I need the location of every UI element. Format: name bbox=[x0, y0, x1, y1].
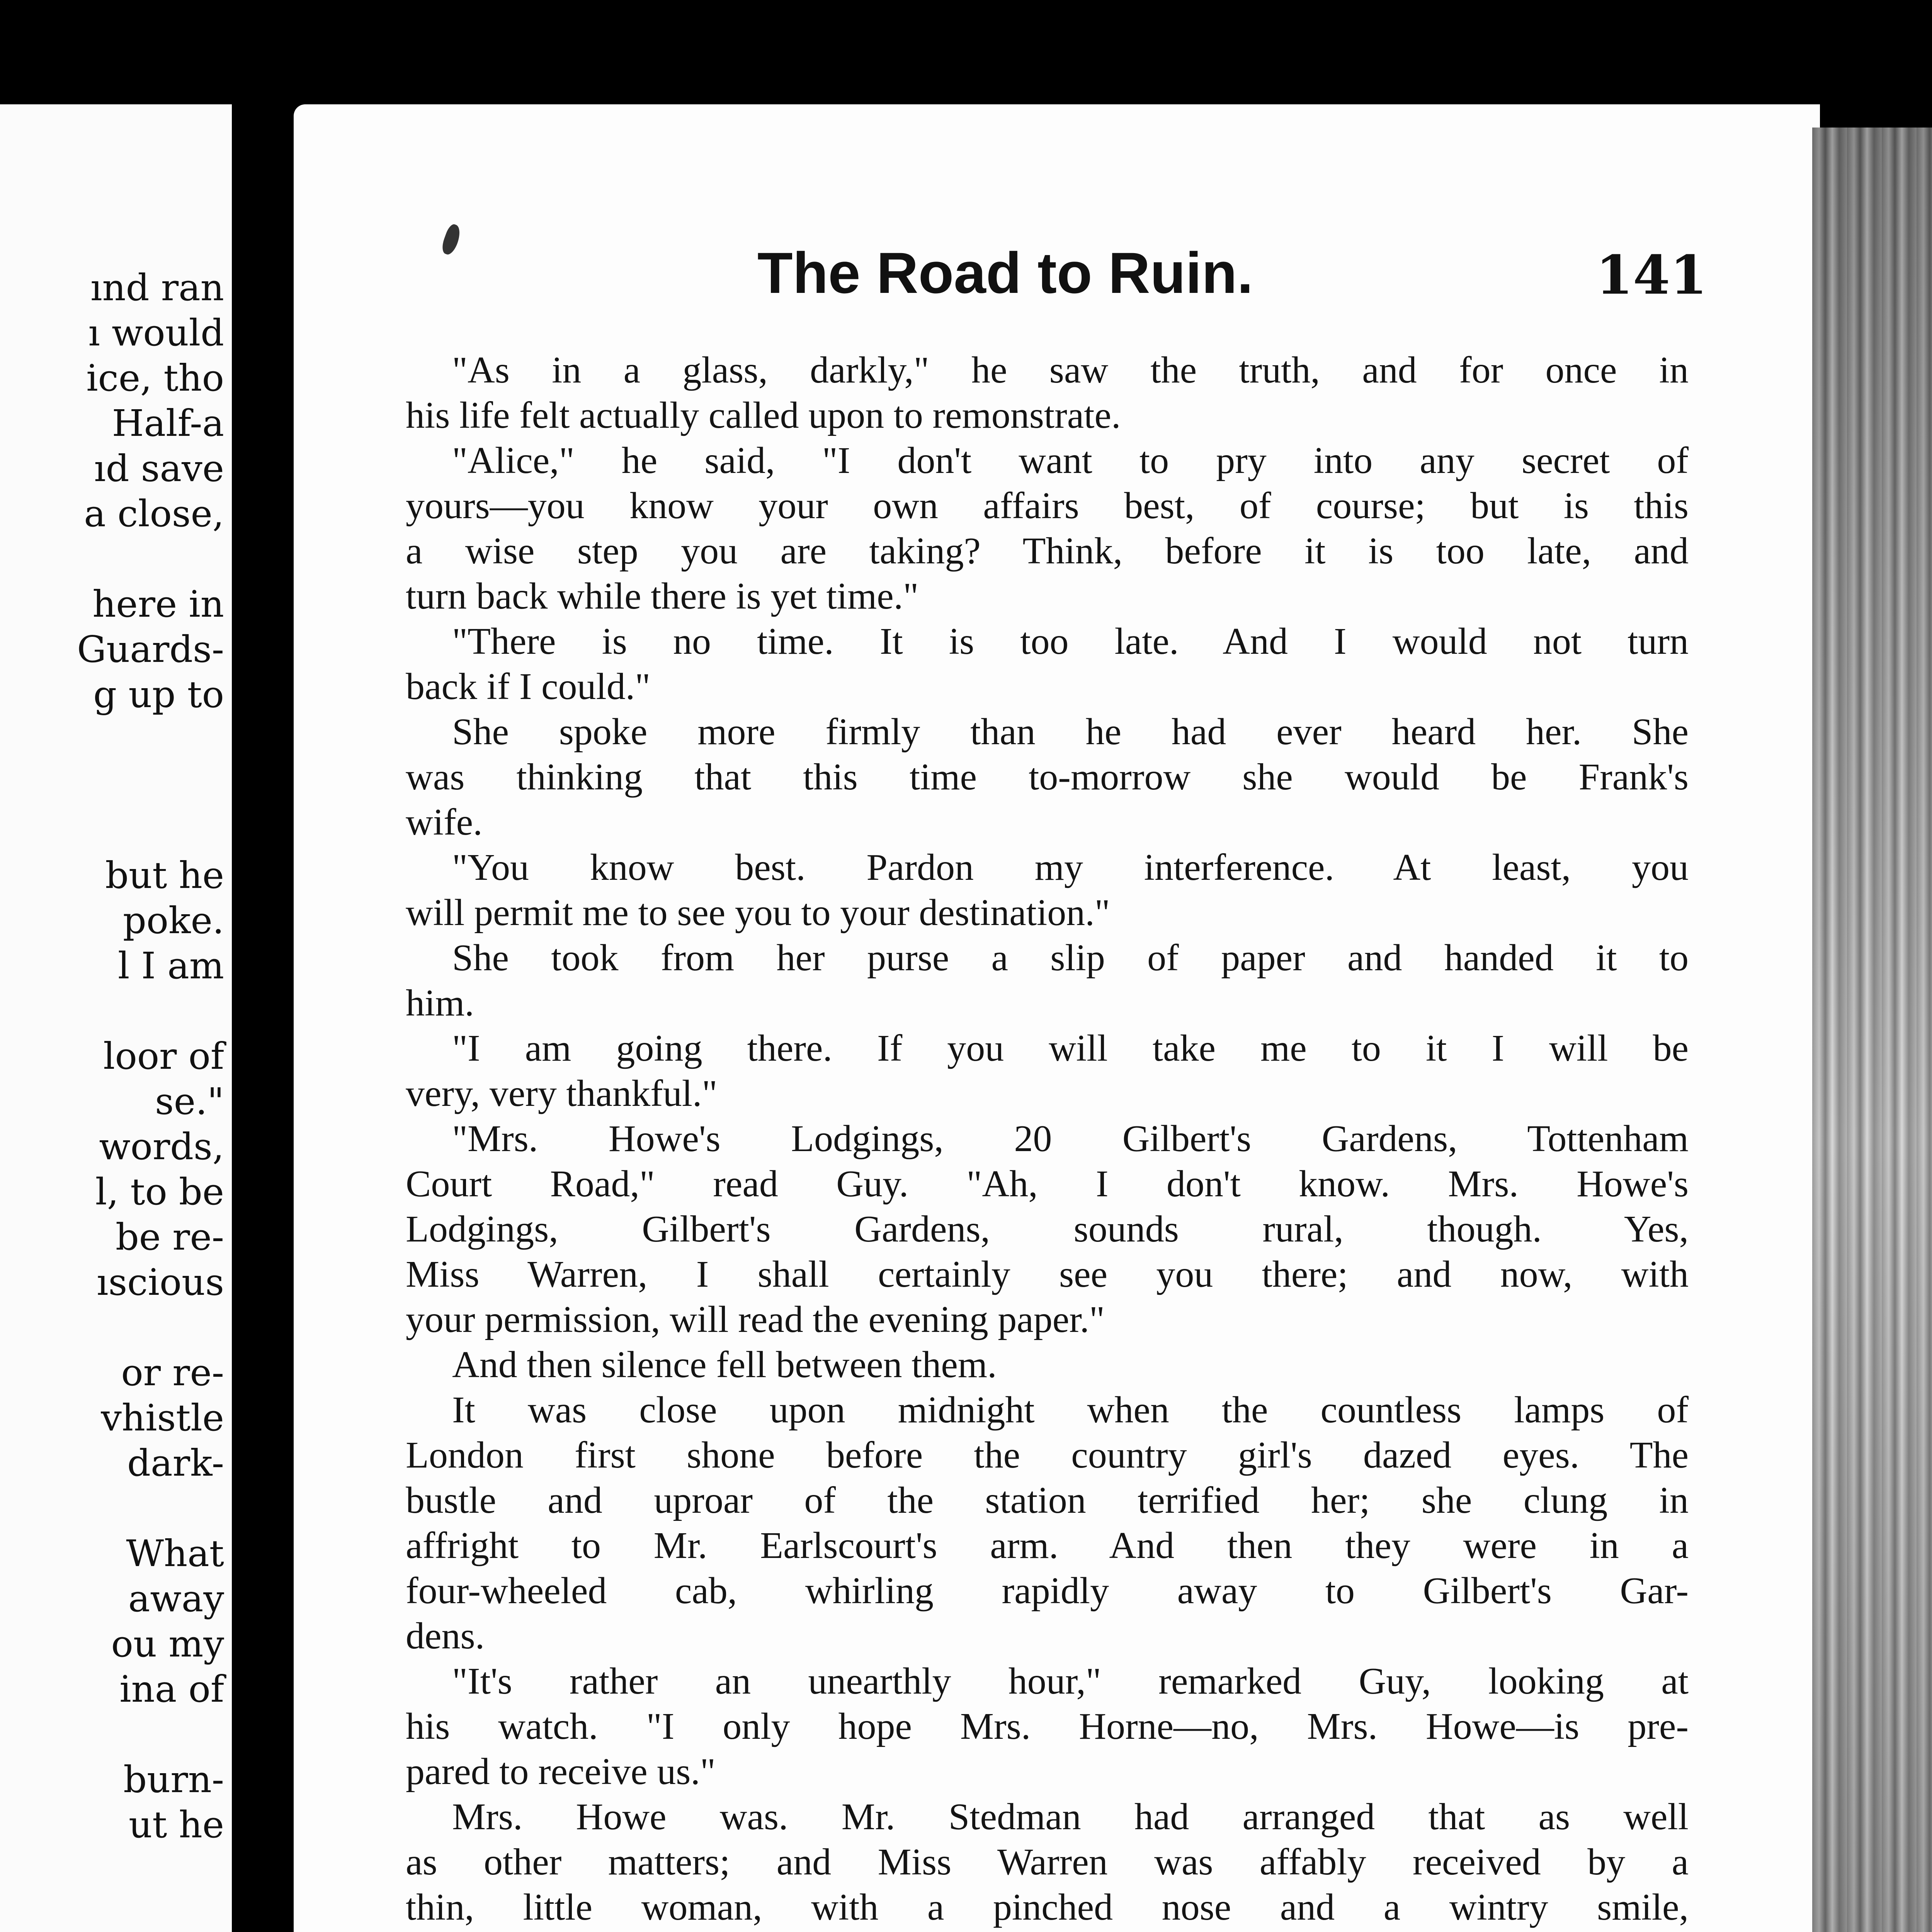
left-page-text-fragment: ıd save bbox=[94, 447, 224, 490]
left-page-text-fragment: but he bbox=[105, 854, 224, 897]
text-line: Miss Warren, I shall certainly see you there; and now, with bbox=[406, 1253, 1689, 1295]
text-line: very, very thankful." bbox=[406, 1073, 718, 1114]
text-line: "It's rather an unearthly hour," remarked Guy, looking at bbox=[452, 1660, 1689, 1702]
left-page-text-fragment: Half-a bbox=[112, 402, 224, 445]
text-line: "As in a glass, darkly," he saw the truth, and for once in bbox=[452, 349, 1689, 391]
left-page-text-fragment: a close, bbox=[84, 493, 224, 535]
left-page-text-fragment: or re- bbox=[121, 1352, 224, 1394]
left-page-text-fragment: ınd ran bbox=[90, 267, 224, 309]
left-page-text-fragment: away bbox=[128, 1578, 224, 1620]
left-page-text-fragment: poke. bbox=[123, 900, 224, 942]
left-page-text-fragment: What bbox=[126, 1532, 224, 1575]
body-text bbox=[406, 348, 1689, 1932]
left-page-fragment bbox=[0, 104, 232, 1932]
running-title: The Road to Ruin. bbox=[757, 240, 1253, 305]
text-line: thin, little woman, with a pinched nose and a wintry smile, bbox=[406, 1886, 1689, 1928]
left-page-text-fragment: vhistle bbox=[101, 1397, 224, 1439]
left-page-text-fragment: se." bbox=[155, 1080, 224, 1123]
text-line: And then silence fell between them. bbox=[452, 1344, 997, 1386]
left-page-text-fragment: here in bbox=[92, 583, 224, 626]
left-page-text-fragment: loor of bbox=[103, 1035, 224, 1078]
left-page-text-fragment: dark- bbox=[127, 1442, 224, 1485]
left-page-text-fragment: ıscious bbox=[97, 1261, 224, 1304]
left-page-text-fragment: l, to be bbox=[95, 1171, 224, 1213]
text-line: It was close upon midnight when the countless lamps of bbox=[452, 1389, 1689, 1431]
text-line: Court Road," read Guy. "Ah, I don't know. Mrs. Howe's bbox=[406, 1163, 1689, 1205]
text-line: as other matters; and Miss Warren was affably received by a bbox=[406, 1841, 1689, 1883]
text-line: She took from her purse a slip of paper and handed it to bbox=[452, 937, 1689, 979]
text-line: Mrs. Howe was. Mr. Stedman had arranged that as well bbox=[452, 1796, 1689, 1838]
text-line: him. bbox=[406, 982, 474, 1024]
text-line: a wise step you are taking? Think, before it is too late, and bbox=[406, 530, 1689, 572]
text-line: yours—you know your own affairs best, of course; but is this bbox=[406, 485, 1689, 527]
text-line: will permit me to see you to your destination." bbox=[406, 892, 1110, 934]
text-line: wife. bbox=[406, 801, 483, 843]
text-line: "Alice," he said, "I don't want to pry into any secret of bbox=[452, 440, 1689, 481]
text-line: was thinking that this time to-morrow she would be Frank's bbox=[406, 756, 1689, 798]
page-number: 141 bbox=[1596, 243, 1708, 306]
left-page-text-fragment: burn- bbox=[123, 1759, 224, 1801]
text-line: dens. bbox=[406, 1615, 485, 1657]
text-line: pared to receive us." bbox=[406, 1751, 716, 1793]
text-line: "There is no time. It is too late. And I would not turn bbox=[452, 621, 1689, 662]
text-line: his watch. "I only hope Mrs. Horne—no, Mrs. Howe—is pre- bbox=[406, 1706, 1689, 1747]
text-line: four-wheeled cab, whirling rapidly away to Gilbert's Gar- bbox=[406, 1570, 1689, 1612]
text-line: his life felt actually called upon to remonstrate. bbox=[406, 395, 1121, 436]
text-line: affright to Mr. Earlscourt's arm. And then they were in a bbox=[406, 1525, 1689, 1566]
text-line: Lodgings, Gilbert's Gardens, sounds rural, though. Yes, bbox=[406, 1208, 1689, 1250]
left-page-text-fragment: ina of bbox=[119, 1668, 224, 1711]
left-page-text-fragment: l I am bbox=[117, 945, 224, 987]
text-line bbox=[406, 1930, 1689, 1932]
left-page-text-fragment: ı would bbox=[88, 312, 224, 354]
text-line: She spoke more firmly than he had ever heard her. She bbox=[452, 711, 1689, 753]
text-line: "You know best. Pardon my interference. At least, you bbox=[452, 847, 1689, 888]
text-line: bustle and uproar of the station terrified her; she clung in bbox=[406, 1480, 1689, 1521]
page-edge-leaves bbox=[1812, 128, 1932, 1932]
left-page-text-fragment: be re- bbox=[116, 1216, 224, 1259]
text-line: back if I could." bbox=[406, 666, 651, 707]
left-page-text-fragment: g up to bbox=[93, 673, 224, 716]
left-page-text-fragment: words, bbox=[99, 1126, 224, 1168]
left-page-text-fragment: ice, tho bbox=[86, 357, 224, 400]
left-page-text-fragment: Guards- bbox=[77, 628, 224, 671]
left-page-text-fragment: ut he bbox=[129, 1804, 224, 1846]
text-line: "Mrs. Howe's Lodgings, 20 Gilbert's Gardens, Tottenham bbox=[452, 1118, 1689, 1160]
text-line: turn back while there is yet time." bbox=[406, 575, 919, 617]
text-line: London first shone before the country girl's dazed eyes. The bbox=[406, 1434, 1689, 1476]
text-line: "I am going there. If you will take me to it I will be bbox=[452, 1027, 1689, 1069]
left-page-text-fragment: ou my bbox=[111, 1623, 224, 1665]
text-line: your permission, will read the evening paper." bbox=[406, 1299, 1105, 1340]
